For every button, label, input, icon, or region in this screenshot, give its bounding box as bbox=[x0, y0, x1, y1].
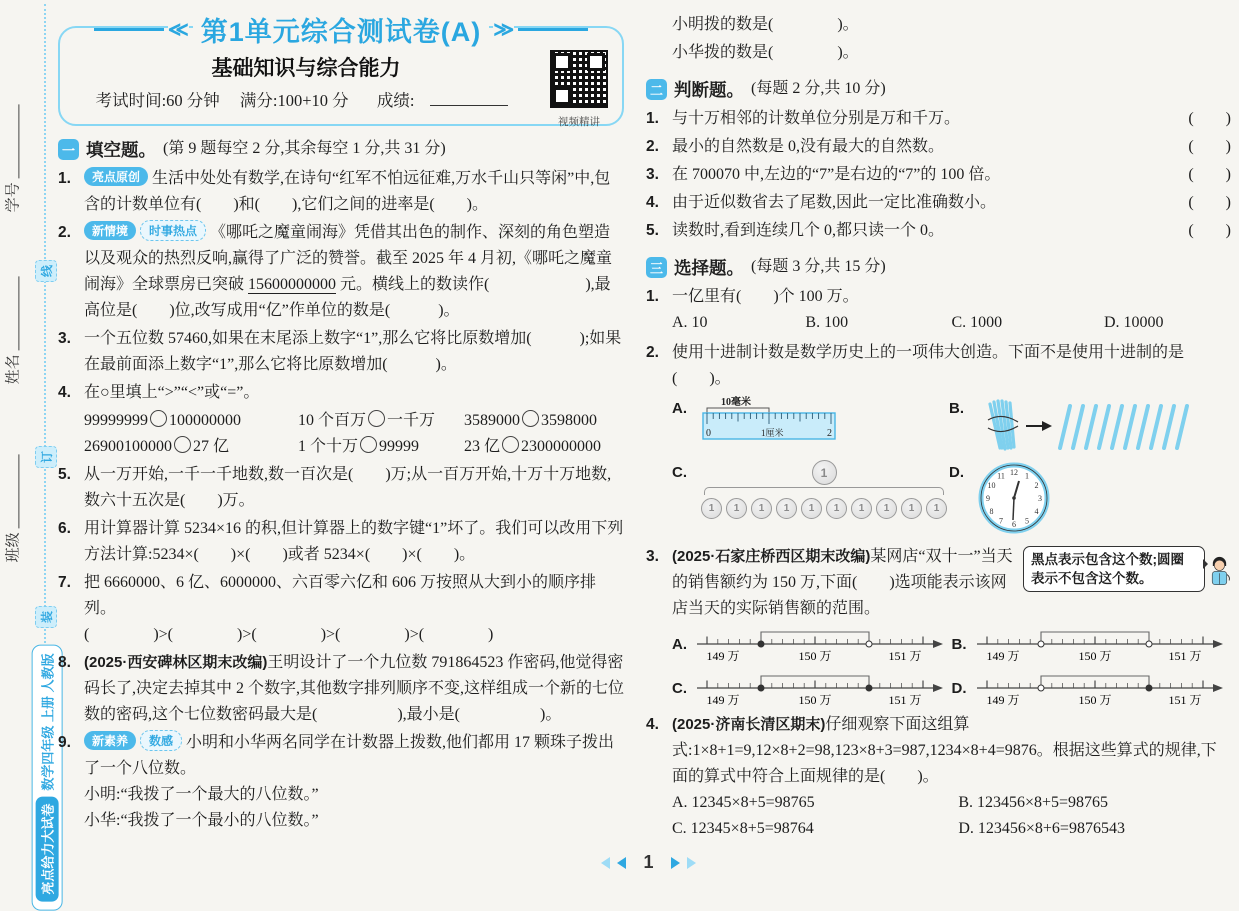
svg-text:7: 7 bbox=[999, 516, 1003, 526]
badge-liangdian-yuanchuang: 亮点原创 bbox=[84, 167, 148, 186]
ordering-line: ( )>( )>( )>( )>( ) bbox=[84, 626, 494, 643]
coin-icon: 1 bbox=[801, 498, 822, 519]
coin-icon: 1 bbox=[826, 498, 847, 519]
section-judge-note: (每题 2 分,共 10 分) bbox=[751, 80, 886, 97]
svg-text:150 万: 150 万 bbox=[1077, 693, 1112, 707]
svg-text:8: 8 bbox=[989, 506, 994, 516]
option-a: A. 10 bbox=[672, 314, 708, 331]
prev-page-icon bbox=[617, 857, 626, 869]
coin-icon: 1 bbox=[812, 460, 837, 485]
judge-question-2: 2. 最小的自然数是 0,没有最大的自然数。 ( ) bbox=[646, 134, 1231, 160]
figure-sticks: B. bbox=[949, 396, 1231, 454]
svg-text:149 万: 149 万 bbox=[706, 649, 740, 663]
svg-text:151 万: 151 万 bbox=[1167, 649, 1202, 663]
badge-xinsuyang: 新素养 bbox=[84, 731, 136, 750]
svg-text:9: 9 bbox=[986, 493, 990, 503]
svg-text:10: 10 bbox=[987, 480, 996, 490]
section-one-icon: 一 bbox=[58, 139, 79, 160]
svg-text:150 万: 150 万 bbox=[798, 693, 832, 707]
svg-text:1厘米: 1厘米 bbox=[761, 428, 784, 438]
judge-question-3: 3. 在 700070 中,左边的“7”是右边的“7”的 100 倍。 ( ) bbox=[646, 162, 1231, 188]
svg-text:2: 2 bbox=[1034, 480, 1039, 490]
option-c: C. 1000 bbox=[951, 314, 1003, 331]
svg-text:149 万: 149 万 bbox=[706, 693, 740, 707]
choice-3-options bbox=[672, 624, 1231, 710]
student-id-field: 学号 bbox=[1, 105, 22, 213]
section-judge-title: 判断题。 bbox=[674, 79, 744, 100]
numberline-icon bbox=[973, 668, 1225, 710]
page-footer bbox=[58, 852, 1239, 873]
coin-icon: 1 bbox=[876, 498, 897, 519]
exam-header-box bbox=[58, 17, 624, 128]
numberline-icon bbox=[693, 624, 945, 666]
choice-question-2: 2. 使用十进制计数是数学历史上的一项伟大创造。下面不是使用十进制的是( )。 A. 10毫米 0 1厘米 2 B. C. 1 1 1 1 1 1 1 1 1 1 1 D. 1 2 3 4 5 6 7 8 9 10 11 12 bbox=[646, 340, 1231, 542]
svg-text:10毫米: 10毫米 bbox=[721, 397, 751, 408]
class-field: 班级 bbox=[1, 455, 22, 563]
fill-question-1: 1. 亮点原创 生活中处处有数学,在诗句“红军不怕远征难,万水千山只等闲”中,包含的计数单位有( )和( ),它们之间的进率是( )。 bbox=[58, 166, 624, 218]
section-fill-note: (第 9 题每空 2 分,其余每空 1 分,共 31 分) bbox=[163, 140, 446, 157]
stick-bundle-icon bbox=[976, 396, 1191, 454]
fill-question-6: 6. 用计算器计算 5234×16 的积,但计算器上的数字键“1”坏了。我们可以改用下列方法计算:5234×( )×( )或者 5234×( )×( )。 bbox=[58, 520, 624, 563]
svg-text:6: 6 bbox=[1012, 519, 1016, 529]
numberline-option-b: B. 149 万 150 万 151 万 bbox=[952, 624, 1232, 666]
fill-q9-answer-1: 小明拨的数是( )。 bbox=[672, 16, 859, 33]
comparison-grid bbox=[84, 408, 624, 460]
series-subject: 数学四年级 上册 人教版 bbox=[40, 653, 56, 791]
section-three-icon: 三 bbox=[646, 257, 667, 278]
judge-question-1: 1. 与十万相邻的计数单位分别是万和千万。 ( ) bbox=[646, 106, 1231, 132]
underlined-number: 15600000000 bbox=[248, 276, 337, 293]
first-page-icon bbox=[601, 857, 610, 869]
section-fill-title: 填空题。 bbox=[86, 139, 156, 160]
fill-question-8: 8. (2025·西安碑林区期末改编)王明设计了一个九位数 791864523 作密码,他觉得密码长了,决定去掉其中 2 个数字,其他数字排列顺序不变,这样组成一个新的七位数的密码,这个七位数密码最大是( ),最小是( )。 bbox=[58, 654, 625, 723]
figure-clock: D. 1 2 3 4 5 6 7 8 9 10 11 12 bbox=[949, 460, 1231, 536]
exam-time: 考试时间:60 分钟 bbox=[95, 91, 220, 110]
coin-icon: 1 bbox=[901, 498, 922, 519]
answer-parentheses: ( ) bbox=[1188, 194, 1231, 211]
option-d: D. 10000 bbox=[1103, 314, 1164, 331]
fill-question-9: 9. 新素养 数感 小明和小华两名同学在计数器上拨数,他们都用 17 颗珠子拨出了一个八位数。 小明:“我拨了一个最大的八位数。” 小华:“我拨了一个最小的八位数。” bbox=[58, 730, 624, 834]
svg-text:151 万: 151 万 bbox=[888, 649, 922, 663]
section-two-icon: 二 bbox=[646, 79, 667, 100]
coins-row bbox=[701, 498, 947, 519]
dialog-xiaoming: 小明:“我拨了一个最大的八位数。” bbox=[84, 786, 319, 803]
answer-parentheses: ( ) bbox=[1188, 110, 1231, 127]
svg-text:5: 5 bbox=[1025, 516, 1029, 526]
fill-question-7: 7. 把 6660000、6 亿、6000000、六百零六亿和 606 万按照从大到小的顺序排列。 ( )>( )>( )>( )>( ) bbox=[58, 570, 624, 648]
judge-question-4: 4. 由于近似数省去了尾数,因此一定比准确数小。 ( ) bbox=[646, 190, 1231, 216]
svg-text:0: 0 bbox=[706, 428, 711, 439]
comparison-item: 23 亿 2300000000 bbox=[464, 438, 602, 455]
hint-bubble: 黑点表示包含这个数;圆圈表示不包含这个数。 bbox=[1023, 546, 1205, 592]
section-choice-title: 选择题。 bbox=[674, 257, 744, 278]
svg-text:3: 3 bbox=[1038, 493, 1042, 503]
choice-1-options bbox=[672, 310, 1231, 336]
choice-question-3: 3. 黑点表示包含这个数;圆圈表示不包含这个数。 (2025·石家庄桥西区期末改编)某网店“双十一”当天的销售额约为 150 万,下面( )选项能表示该网店当天的实际销售额的范围。 A. 149 万 150 万 151 万 B. 149 万 150 万 151 万 C. 149 万 150 万 151 万 D. 149 万 150 万 151 万 bbox=[646, 544, 1231, 710]
coin-icon: 1 bbox=[751, 498, 772, 519]
svg-text:151 万: 151 万 bbox=[1167, 693, 1202, 707]
binding-char-line: 线 bbox=[35, 260, 57, 282]
svg-text:2: 2 bbox=[827, 428, 832, 439]
numberline-icon bbox=[693, 668, 945, 710]
svg-text:150 万: 150 万 bbox=[798, 649, 832, 663]
option-b: B. 100 bbox=[805, 314, 849, 331]
section-fill-header bbox=[58, 136, 624, 162]
section-choice-header bbox=[646, 254, 1231, 280]
coin-icon: 1 bbox=[776, 498, 797, 519]
question-source: (2025·济南长清区期末) bbox=[672, 716, 826, 733]
binding-char-zhuang: 装 bbox=[35, 606, 57, 628]
last-page-icon bbox=[687, 857, 696, 869]
exam-subtitle: 基础知识与综合能力 bbox=[211, 57, 401, 80]
svg-text:149 万: 149 万 bbox=[985, 649, 1020, 663]
qr-caption: 视频精讲 bbox=[558, 117, 600, 128]
title-flourish-right bbox=[518, 28, 588, 31]
numberline-icon bbox=[973, 624, 1225, 666]
option-c: C. 12345×8+5=98764 bbox=[672, 820, 814, 837]
clock-icon bbox=[976, 460, 1052, 536]
badge-shugan: 数感 bbox=[140, 730, 182, 751]
comparison-circle bbox=[522, 410, 539, 427]
svg-text:150 万: 150 万 bbox=[1077, 649, 1112, 663]
fill-question-5: 5. 从一万开始,一千一千地数,数一百次是( )万;从一百万开始,十万十万地数,数六十五次是( )万。 bbox=[58, 466, 612, 509]
student-name-field: 姓名 bbox=[1, 277, 22, 385]
next-page-icon bbox=[671, 857, 680, 869]
svg-text:12: 12 bbox=[1010, 467, 1018, 477]
figure-ruler: A. 10毫米 0 1厘米 2 bbox=[672, 396, 949, 454]
comparison-item: 1 个十万 99999 bbox=[298, 438, 420, 455]
comparison-circle bbox=[150, 410, 167, 427]
binding-char-ding: 订 bbox=[35, 446, 57, 468]
section-choice-note: (每题 3 分,共 15 分) bbox=[751, 258, 886, 275]
svg-text:149 万: 149 万 bbox=[985, 693, 1020, 707]
comparison-item: 3589000 3598000 bbox=[464, 412, 597, 429]
fill-question-2: 2. 新情境 时事热点 《哪吒之魔童闹海》凭借其出色的制作、深刻的角色塑造以及观众的热烈反响,赢得了广泛的赞誉。截至 2025 年 4 月初,《哪吒之魔童闹海》全球票房已突破 15600000000 元。横线上的数读作( ),最高位是( )位,改写成用“亿”作单位的数是( )。 bbox=[58, 220, 624, 324]
comparison-circle bbox=[368, 410, 385, 427]
coins-brace bbox=[704, 487, 944, 495]
coin-icon: 1 bbox=[851, 498, 872, 519]
coin-icon: 1 bbox=[701, 498, 722, 519]
badge-shishi-redian: 时事热点 bbox=[140, 220, 206, 241]
hint-bubble-group bbox=[1023, 546, 1231, 598]
title-chevron-left-icon: ≪ bbox=[167, 18, 189, 41]
choice-question-4: 4. (2025·济南长清区期末)仔细观察下面这组算式:1×8+1=9,12×8+2=98,123×8+3=987,1234×8+4=9876。根据这些算式的规律,下面的算式中符合上面规律的是( )。 A. 12345×8+5=98765 B. 123456×8+5=98765 C. 12345×8+5=98764 D. 123456×8+6=9876543 bbox=[646, 712, 1231, 844]
coin-icon: 1 bbox=[726, 498, 747, 519]
numberline-option-d: D. 149 万 150 万 151 万 bbox=[952, 668, 1232, 710]
choice-question-1: 1. 一亿里有( )个 100 万。 A. 10 B. 100 C. 1000 D. 10000 bbox=[646, 284, 1231, 338]
title-flourish-left bbox=[94, 28, 164, 31]
exam-title: 第1单元综合测试卷(A) bbox=[193, 10, 490, 49]
ruler-icon bbox=[699, 396, 849, 448]
svg-text:4: 4 bbox=[1034, 506, 1039, 516]
comparison-item: 10 个百万 一千万 bbox=[298, 412, 436, 429]
choice-2-figures bbox=[672, 396, 1231, 536]
title-chevron-right-icon: ≫ bbox=[493, 18, 515, 41]
comparison-circle bbox=[360, 436, 377, 453]
numberline-option-c: C. 149 万 150 万 151 万 bbox=[672, 668, 952, 710]
answer-parentheses: ( ) bbox=[1188, 166, 1231, 183]
option-d: D. 123456×8+6=9876543 bbox=[958, 820, 1125, 837]
answer-parentheses: ( ) bbox=[1188, 222, 1231, 239]
question-source: (2025·西安碑林区期末改编) bbox=[84, 654, 268, 671]
binding-sidebar bbox=[0, 0, 56, 895]
fill-question-4: 4. 在○里填上“>”“<”或“=”。 99999999 100000000 10 个百万 一千万 3589000 3598000 26900100000 27 亿 1 个十万 99999 23 亿 2300000000 bbox=[58, 380, 624, 460]
judge-question-5: 5. 读数时,看到连续几个 0,都只读一个 0。 ( ) bbox=[646, 218, 1231, 244]
series-brand: 亮点给力大试卷 bbox=[36, 797, 59, 902]
page-number: 1 bbox=[643, 852, 654, 872]
exam-score-label: 成绩: bbox=[369, 91, 517, 110]
numberline-option-a: A. 149 万 150 万 151 万 bbox=[672, 624, 952, 666]
coin-icon: 1 bbox=[926, 498, 947, 519]
svg-text:11: 11 bbox=[997, 471, 1005, 481]
comparison-item: 26900100000 27 亿 bbox=[84, 438, 230, 455]
badge-xinqingjing: 新情境 bbox=[84, 221, 136, 240]
teacher-icon bbox=[1208, 546, 1231, 598]
qr-code bbox=[550, 50, 608, 108]
comparison-circle bbox=[502, 436, 519, 453]
fill-question-3: 3. 一个五位数 57460,如果在末尾添上数字“1”,那么它将比原数增加( );如果在最前面添上数字“1”,那么它将比原数增加( )。 bbox=[58, 330, 622, 373]
option-a: A. 12345×8+5=98765 bbox=[672, 794, 815, 811]
option-b: B. 123456×8+5=98765 bbox=[958, 794, 1109, 811]
comparison-circle bbox=[174, 436, 191, 453]
coin-group-icon bbox=[699, 460, 949, 519]
figure-coins: C. 1 1 1 1 1 1 1 1 1 1 1 bbox=[672, 460, 949, 536]
fill-q9-answer-2: 小华拨的数是( )。 bbox=[672, 44, 859, 61]
dialog-xiaohua: 小华:“我拨了一个最小的八位数。” bbox=[84, 812, 319, 829]
svg-text:1: 1 bbox=[1025, 471, 1029, 481]
exam-full-score: 满分:100+10 分 bbox=[239, 91, 349, 110]
section-judge-header bbox=[646, 76, 1231, 102]
svg-text:151 万: 151 万 bbox=[888, 693, 922, 707]
answer-parentheses: ( ) bbox=[1188, 138, 1231, 155]
comparison-item: 99999999 100000000 bbox=[84, 412, 241, 429]
exam-meta bbox=[86, 88, 526, 114]
question-source: (2025·石家庄桥西区期末改编) bbox=[672, 548, 871, 565]
choice-4-options bbox=[672, 790, 1231, 842]
